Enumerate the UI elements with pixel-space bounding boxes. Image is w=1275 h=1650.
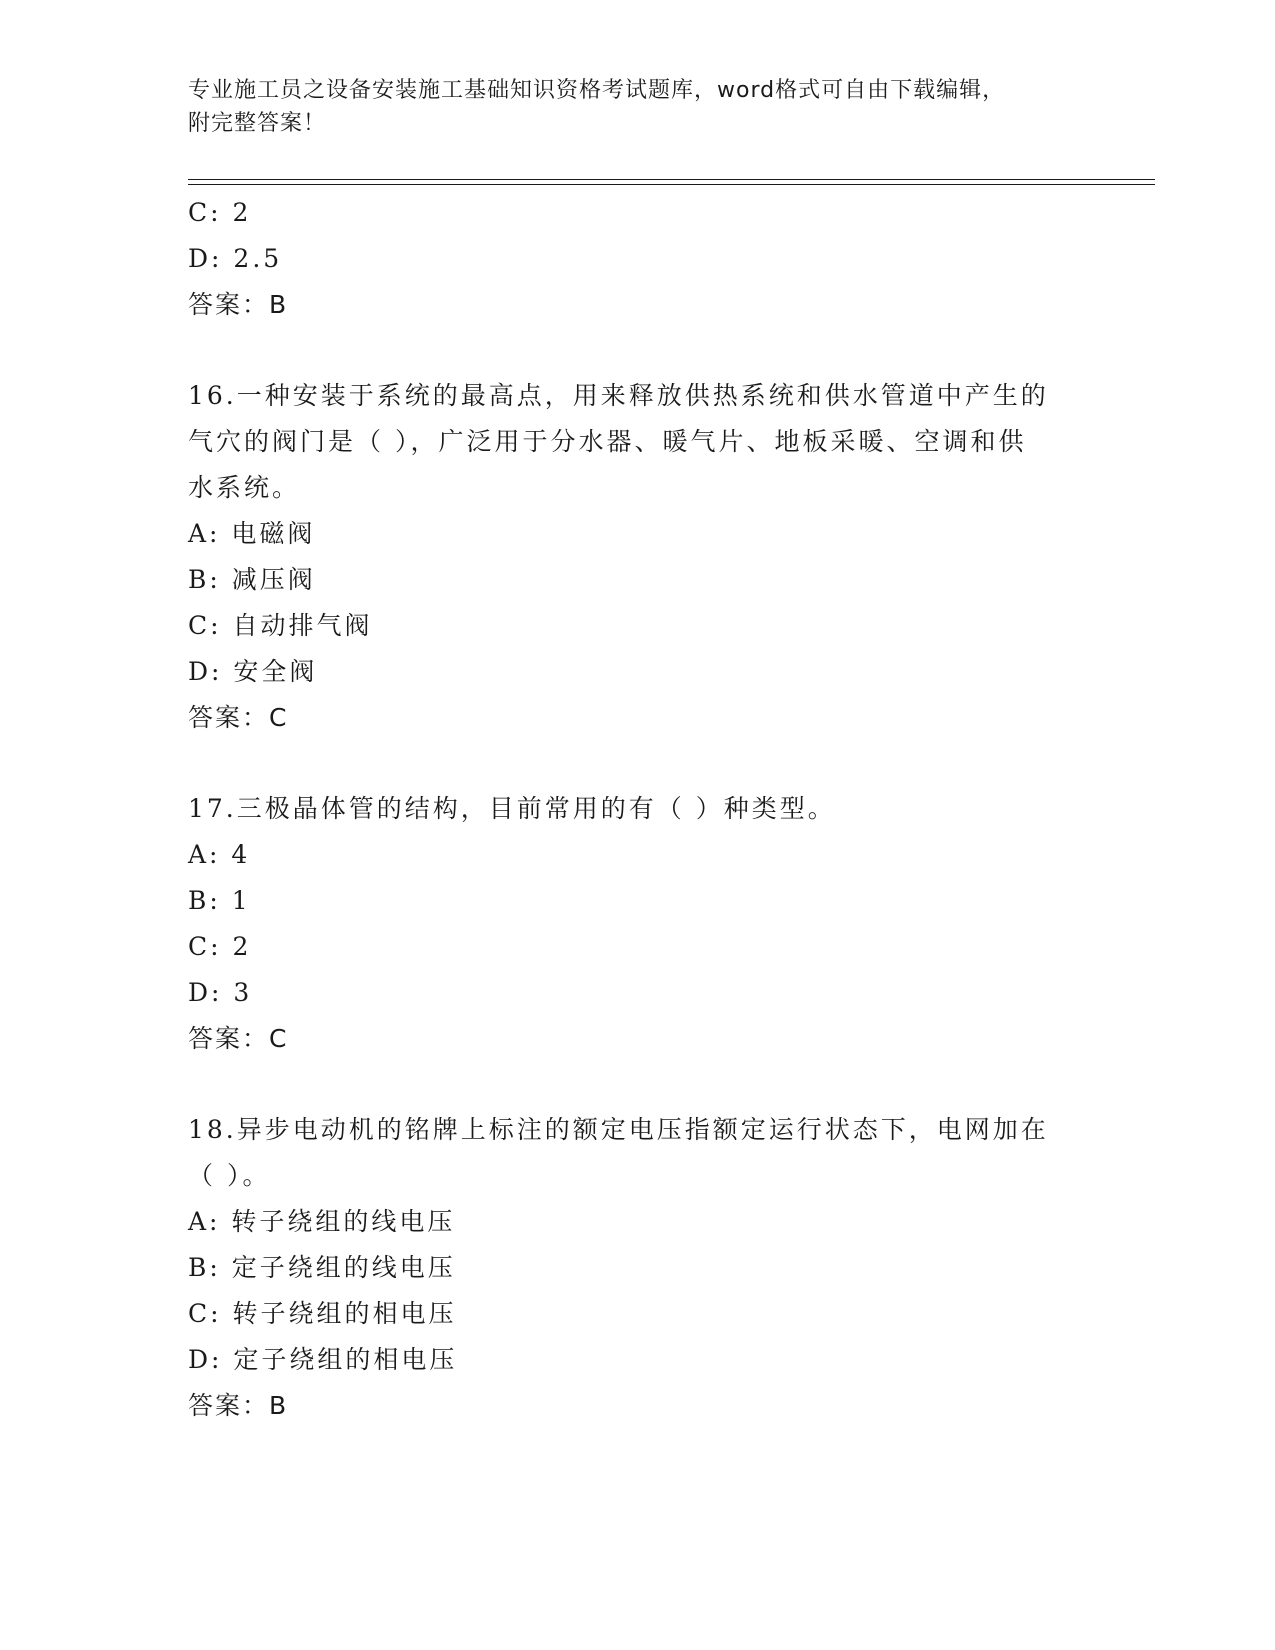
- question-text-line: 气穴的阀门是（ ），广泛用于分水器、暖气片、地板采暖、空调和供: [188, 427, 1027, 456]
- option-b: B: 定子绕组的线电压: [188, 1253, 456, 1282]
- option-d: D: 3: [188, 978, 253, 1007]
- option-b: B: 1: [188, 886, 251, 915]
- option-a: A: 4: [188, 840, 251, 869]
- option-b: B: 减压阀: [188, 565, 316, 594]
- answer-line: 答案：B: [188, 1391, 289, 1420]
- option-c: C: 2: [188, 198, 252, 227]
- question-17: [188, 786, 1088, 1062]
- option-a: A: 电磁阀: [188, 519, 316, 548]
- option-d: D: 2.5: [188, 244, 283, 273]
- answer-line: 答案：C: [188, 1024, 289, 1053]
- option-a: A: 转子绕组的线电压: [188, 1207, 456, 1236]
- previous-question-tail: [188, 190, 1088, 328]
- question-18: [188, 1107, 1088, 1429]
- header-line-1: 专业施工员之设备安装施工基础知识资格考试题库，word格式可自由下载编辑，: [188, 78, 1006, 103]
- option-c: C: 2: [188, 932, 252, 961]
- document-header: [188, 74, 1088, 140]
- question-content: [188, 190, 1088, 1429]
- header-divider-top: [188, 179, 1155, 180]
- header-line-2: 附完整答案！: [188, 111, 327, 136]
- question-16: [188, 373, 1088, 741]
- option-c: C: 转子绕组的相电压: [188, 1299, 457, 1328]
- option-d: D: 安全阀: [188, 657, 318, 686]
- question-text-line: 18.异步电动机的铭牌上标注的额定电压指额定运行状态下，电网加在: [188, 1115, 1049, 1144]
- option-c: C: 自动排气阀: [188, 611, 373, 640]
- question-text-line: 水系统。: [188, 473, 301, 502]
- header-divider-bottom: [188, 184, 1155, 185]
- answer-line: 答案：C: [188, 703, 289, 732]
- answer-line: 答案：B: [188, 290, 289, 319]
- option-d: D: 定子绕组的相电压: [188, 1345, 458, 1374]
- question-text-line: （ ）。: [188, 1161, 271, 1190]
- question-text-line: 16.一种安装于系统的最高点，用来释放供热系统和供水管道中产生的: [188, 381, 1049, 410]
- question-text-line: 17.三极晶体管的结构，目前常用的有（ ）种类型。: [188, 794, 836, 823]
